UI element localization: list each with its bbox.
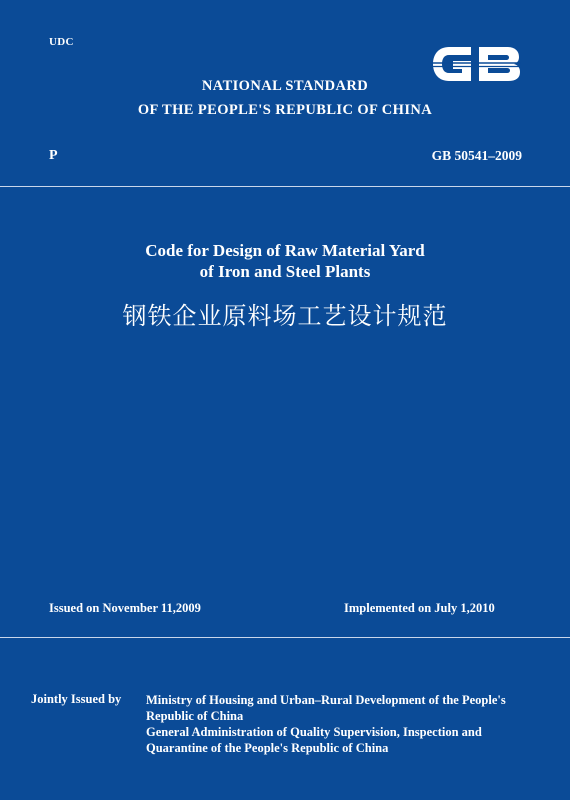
top-divider [0, 186, 570, 187]
issued-date: Issued on November 11,2009 [49, 601, 201, 615]
chinese-title: 钢铁企业原料场工艺设计规范 [122, 302, 448, 330]
standard-number: GB 50541–2009 [431, 148, 522, 163]
issuer2-line2: Quarantine of the People's Republic of China [146, 741, 389, 755]
issuer1-line1: Ministry of Housing and Urban–Rural Development of the People's [146, 693, 506, 707]
category-code: P [49, 148, 58, 163]
national-standard-line1: NATIONAL STANDARD [201, 78, 369, 94]
issuer2-line1: General Administration of Quality Supervision, Inspection and [146, 725, 482, 739]
english-title-line1: Code for Design of Raw Material Yard [145, 241, 425, 260]
national-standard-line2: OF THE PEOPLE'S REPUBLIC OF CHINA [137, 102, 433, 118]
implemented-date: Implemented on July 1,2010 [344, 601, 495, 615]
udc-label: UDC [49, 36, 74, 48]
english-title-line2: of Iron and Steel Plants [199, 262, 371, 281]
issuer1-line2: Republic of China [146, 709, 244, 723]
jointly-issued-label: Jointly Issued by [31, 692, 122, 706]
bottom-divider [0, 637, 570, 638]
